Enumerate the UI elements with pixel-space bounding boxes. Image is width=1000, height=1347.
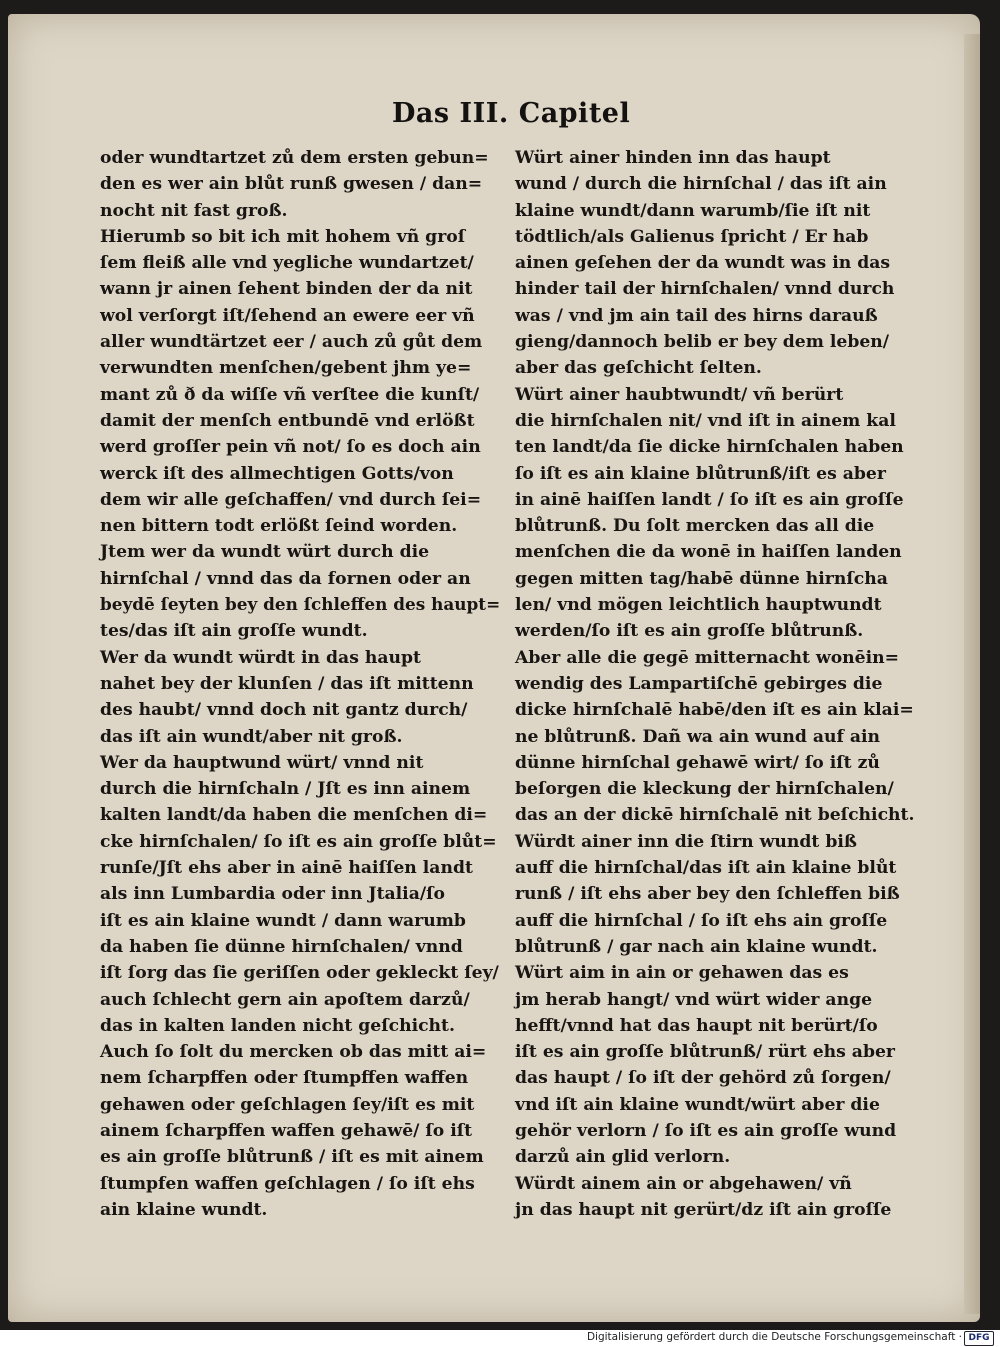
text-line: werden/ſo iſt es ain groſſe blůtrunß. (515, 621, 864, 642)
text-line: auff die hirnſchal / ſo iſt ehs ain groſſe (515, 910, 888, 931)
text-line: wendig des Lampartiſchē gebirges die (515, 673, 883, 694)
text-line: Wer da wundt würdt in das haupt (100, 647, 421, 668)
text-line: gehawen oder geſchlagen ſey/iſt es mit (100, 1094, 475, 1115)
text-line: gieng/dannoch belib er bey dem leben/ (515, 332, 890, 353)
text-line: wol verſorgt iſt/ſehend an ewere eer vñ (100, 305, 475, 326)
text-line: werck iſt des allmechtigen Gotts/von (100, 463, 454, 484)
text-line: wund / durch die hirnſchal / das iſt ain (515, 174, 887, 195)
text-line: das in kalten landen nicht geſchicht. (100, 1015, 455, 1036)
text-line: dünne hirnſchal gehawē wirt/ ſo iſt zů (515, 752, 880, 773)
text-line: werd groſſer pein vñ not/ ſo es doch ain (100, 437, 481, 458)
text-line: beydē ſeyten bey den ſchleffen des haupt= (100, 595, 501, 616)
text-line: Jtem wer da wundt würt durch die (100, 542, 430, 563)
text-line: das an der dickē hirnſchalē nit beſchicht. (515, 805, 915, 826)
text-line: Würt ainer hinden inn das haupt (515, 148, 831, 168)
text-line: ſem fleiß alle vnd yegliche wundartzet/ (100, 253, 474, 274)
text-line: Würdt ainer inn die ſtirn wundt biß (515, 831, 857, 852)
right-column (515, 145, 920, 1223)
text-line: jn das haupt nit gerürt/dz iſt ain groſſe (515, 1199, 892, 1220)
text-line: es ain groſſe blůtrunß / iſt es mit ainem (100, 1147, 484, 1168)
text-line: darzů ain glid verlorn. (515, 1147, 731, 1168)
text-line: hinder tail der hirnſchalen/ vnnd durch (515, 279, 895, 300)
text-line: aber das geſchicht ſelten. (515, 358, 762, 379)
text-line: was / vnd jm ain tail des hirns darauß (515, 305, 878, 326)
text-line: mant zů ð da wiſſe vñ verſtee die kunſt/ (100, 384, 480, 405)
text-line: ne blůtrunß. Dañ wa ain wund auf ain (515, 726, 881, 747)
text-line: durch die hirnſchaln / Jſt es inn ainem (100, 779, 471, 800)
text-line: hefft/vnnd hat das haupt nit berürt/ſo (515, 1015, 878, 1036)
text-line: das haupt / ſo iſt der gehörd zů ſorgen/ (515, 1068, 891, 1089)
footer-credit: Digitalisierung gefördert durch die Deutsche Forschungsgemeinschaft · (586, 1331, 962, 1343)
text-line: Wer da hauptwund würt/ vnnd nit (100, 752, 424, 773)
text-line: Würt ainer haubtwundt/ vñ berürt (515, 384, 844, 405)
text-line: tödtlich/als Galienus ſpricht / Er hab (515, 226, 869, 247)
text-line: dicke hirnſchalē habē/den iſt es ain klai= (515, 700, 914, 721)
text-line: das iſt ain wundt/aber nit groß. (100, 726, 403, 747)
text-line: ſtumpfen waffen geſchlagen / ſo iſt ehs (100, 1173, 475, 1194)
text-line: auch ſchlecht gern ain apoſtem darzů/ (100, 989, 470, 1010)
text-line: Aber alle die gegē mitternacht wonēin= (515, 647, 900, 668)
text-line: jm herab hangt/ vnd würt wider ange (515, 989, 873, 1010)
text-line: den es wer ain blůt runß gwesen / dan= (100, 174, 483, 195)
text-line: gegen mitten tag/habē dünne hirnſcha (515, 568, 888, 589)
text-line: tes/das iſt ain groſſe wundt. (100, 621, 368, 642)
text-line: in ainē haiſſen landt / ſo iſt es ain groſſe (515, 489, 904, 510)
text-line: verwundten menſchen/gebent jhm ye= (100, 358, 472, 379)
text-line: blůtrunß / gar nach ain klaine wundt. (515, 936, 878, 957)
text-line: nocht nit fast groß. (100, 200, 288, 221)
text-line: iſt ſorg das ſie geriſſen oder gekleckt ſey/ (100, 963, 499, 984)
text-line: ain klaine wundt. (100, 1199, 268, 1220)
text-line: die hirnſchalen nit/ vnd iſt in ainem kal (515, 410, 896, 431)
text-line: gehör verlorn / ſo iſt es ain groſſe wund (515, 1120, 897, 1141)
text-line: runß / iſt ehs aber bey den ſchleffen biß (515, 884, 900, 905)
text-line: menſchen die da wonē in haiſſen landen (515, 542, 902, 563)
text-line: Auch ſo ſolt du mercken ob das mitt ai= (100, 1042, 487, 1063)
text-line: vnd iſt ain klaine wundt/würt aber die (515, 1094, 880, 1115)
text-line: da haben ſie dünne hirnſchalen/ vnnd (100, 936, 463, 957)
text-line: ten landt/da ſie dicke hirnſchalen haben (515, 437, 904, 458)
text-line: Würt aim in ain or gehawen das es (515, 963, 849, 984)
text-line: nem ſcharpffen oder ſtumpffen waffen (100, 1068, 469, 1089)
dfg-logo-icon: DFG (964, 1331, 994, 1346)
text-line: Hierumb so bit ich mit hohem vñ groſ (100, 226, 466, 247)
running-head: Das III. Capitel (392, 98, 631, 129)
text-line: iſt es ain klaine wundt / dann warumb (100, 910, 466, 931)
text-line: ainem ſcharpffen waffen gehawē/ ſo iſt (100, 1120, 473, 1141)
text-line: kalten landt/da haben die menſchen di= (100, 805, 488, 826)
text-line: klaine wundt/dann warumb/ſie iſt nit (515, 200, 871, 221)
text-line: ainen geſehen der da wundt was in das (515, 253, 891, 274)
text-line: oder wundtartzet zů dem ersten gebun= (100, 148, 489, 168)
text-line: damit der menſch entbundē vnd erlößt (100, 410, 475, 431)
text-line: ſo iſt es ain klaine blůtrunß/iſt es aber (515, 463, 886, 484)
text-line: beſorgen die kleckung der hirnſchalen/ (515, 779, 894, 800)
text-line: nahet bey der klunſen / das iſt mittenn (100, 673, 474, 694)
text-line: als inn Lumbardia oder inn Jtalia/ſo (100, 884, 445, 905)
text-line: wann jr ainen ſehent binden der da nit (100, 279, 473, 300)
text-line: len/ vnd mögen leichtlich hauptwundt (515, 595, 882, 616)
text-line: hirnſchal / vnnd das da fornen oder an (100, 568, 471, 589)
text-line: dem wir alle geſchaffen/ vnd durch ſei= (100, 489, 482, 510)
left-column (100, 145, 500, 1223)
text-line: iſt es ain groſſe blůtrunß/ rürt ehs aber (515, 1042, 895, 1063)
text-line: auff die hirnſchal/das iſt ain klaine blůt (515, 858, 897, 879)
page-edge (964, 34, 980, 1314)
text-line: des haubt/ vnnd doch nit gantz durch/ (100, 700, 468, 721)
text-line: aller wundtärtzet eer / auch zů gůt dem (100, 332, 483, 353)
text-line: nen bittern todt erlößt ſeind worden. (100, 516, 458, 537)
text-line: cke hirnſchalen/ ſo iſt es ain groſſe blůt= (100, 831, 497, 852)
text-line: blůtrunß. Du ſolt mercken das all die (515, 516, 875, 537)
text-line: runſe/Jſt ehs aber in ainē haiſſen landt (100, 858, 473, 879)
text-line: Würdt ainem ain or abgehawen/ vñ (515, 1173, 852, 1194)
